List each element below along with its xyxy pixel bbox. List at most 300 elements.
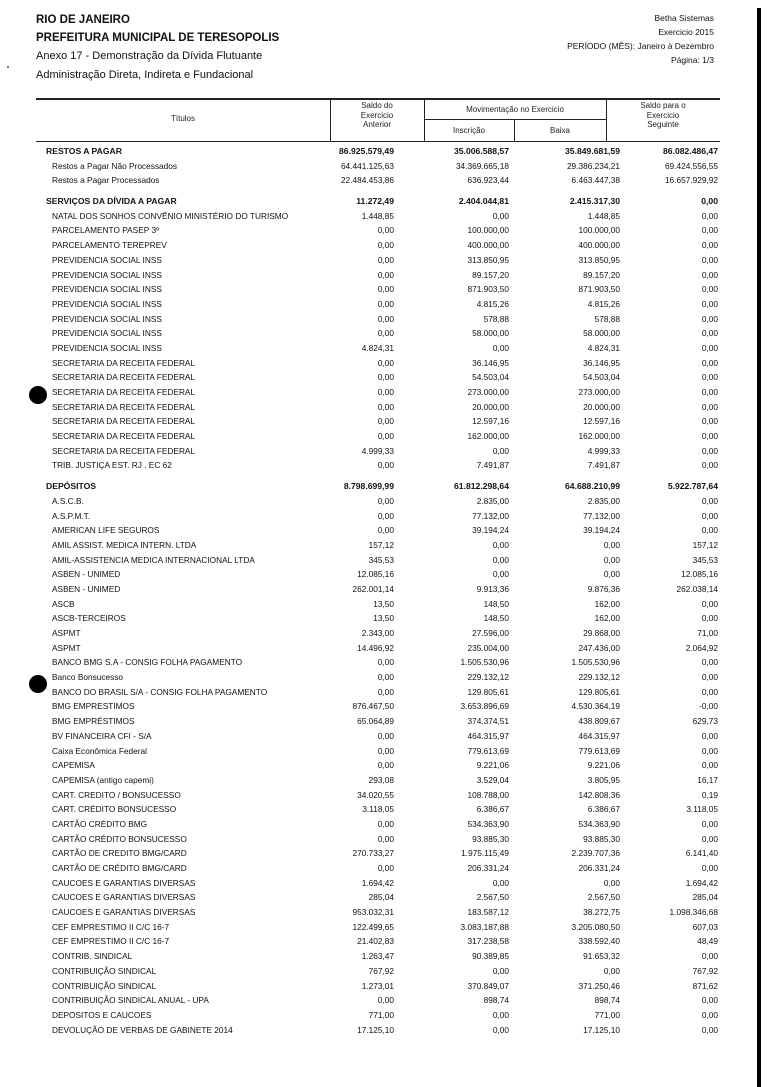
write-off-cell: 273.000,00 <box>578 387 620 397</box>
row-title: ASPMT <box>52 628 81 638</box>
row-title: CONTRIB. SINDICAL <box>52 951 133 962</box>
inscription-cell: 4.815,26 <box>476 298 509 309</box>
prev-balance-cell: 3.118,05 <box>362 804 394 815</box>
row-title: CARTÃO DE CREDITO BMG/CARD <box>52 848 187 859</box>
next-balance-cell: 5.922.787,64 <box>667 481 718 492</box>
next-balance-cell: 71,00 <box>697 628 718 638</box>
inscription-cell: 898,74 <box>483 995 509 1006</box>
row-title: NATAL DOS SONHOS CONVÊNIO MINISTÉRIO DO TURISMO <box>52 210 289 221</box>
row-title: PREVIDENCIA SOCIAL INSS <box>52 284 162 295</box>
table-row <box>36 611 720 626</box>
table-row <box>36 905 720 920</box>
write-off-cell: 58.000,00 <box>583 328 620 339</box>
prev-balance-cell: 4.824,31 <box>361 342 394 353</box>
table-row <box>36 685 720 700</box>
inscription-cell: 27.596,00 <box>472 628 509 638</box>
row-title: BANCO BMG S.A - CONSIG FOLHA PAGAMENTO <box>52 657 243 668</box>
prev-balance-cell: 14.496,92 <box>357 642 394 653</box>
inscription-cell: 3.083.187,88 <box>460 921 509 932</box>
write-off-cell: 29.386.234,21 <box>566 160 620 171</box>
prev-balance-cell: 0,00 <box>377 225 394 236</box>
col-next-balance: Saldo para o Exercicio Seguinte <box>640 101 686 129</box>
row-title: A.S.C.B. <box>52 495 84 506</box>
write-off-cell: 771,00 <box>594 1009 620 1020</box>
row-title: ASCB <box>52 598 75 609</box>
table-row <box>36 209 720 224</box>
group-row <box>36 479 720 494</box>
inscription-cell: 58.000,00 <box>472 328 509 339</box>
inscription-cell: 273.000,00 <box>467 387 509 397</box>
table-row <box>36 920 720 935</box>
scan-speck <box>7 66 9 68</box>
table-row <box>36 729 720 744</box>
table-row <box>36 567 720 582</box>
next-balance-cell: 0,00 <box>701 416 718 427</box>
row-title: ASCB-TERCEIROS <box>52 613 126 624</box>
row-title: CEF EMPRESTIMO II C/C 16-7 <box>52 936 170 947</box>
inscription-cell: 0,00 <box>492 210 509 221</box>
inscription-cell: 89.157,20 <box>472 269 509 280</box>
prev-balance-cell: 0,00 <box>377 995 394 1006</box>
prev-balance-cell: 4.999,33 <box>361 445 394 456</box>
row-title: PARCELAMENTO TEREPREV <box>52 240 167 251</box>
next-balance-cell: 0,00 <box>701 760 718 771</box>
row-title: CONTRIBUIÇÃO SINDICAL ANUAL - UPA <box>52 995 209 1006</box>
table-row <box>36 890 720 905</box>
inscription-cell: 0,00 <box>492 569 509 580</box>
write-off-cell: 6.463.447,38 <box>571 175 620 186</box>
next-balance-cell: 2.064,92 <box>685 642 718 653</box>
table-row <box>36 788 720 803</box>
prev-balance-cell: 11.272,49 <box>356 196 394 207</box>
row-title: SECRETARIA DA RECEITA FEDERAL <box>52 401 196 412</box>
row-title: SECRETARIA DA RECEITA FEDERAL <box>52 416 196 427</box>
table-row <box>36 714 720 729</box>
next-balance-cell: 0,00 <box>701 401 718 412</box>
write-off-cell: 1.448,85 <box>587 210 620 221</box>
write-off-cell: 2.567,50 <box>587 892 620 903</box>
next-balance-cell: 86.082.486,47 <box>663 146 718 156</box>
report-title: Anexo 17 - Demonstração da Dívida Flutuante <box>36 50 263 62</box>
write-off-cell: 162,00 <box>594 613 620 624</box>
write-off-cell: 39.194,24 <box>583 525 620 536</box>
next-balance-cell: 0,00 <box>701 863 718 873</box>
col-titles: Títulos <box>170 114 195 123</box>
inscription-cell: 93.885,30 <box>472 833 509 844</box>
row-title: BMG EMPRÉSTIMOS <box>52 716 135 727</box>
next-balance-cell: 0,00 <box>701 730 718 741</box>
next-balance-cell: 16,17 <box>697 774 718 785</box>
prev-balance-cell: 0,00 <box>377 431 394 442</box>
write-off-cell: 38.272,75 <box>583 907 620 918</box>
inscription-cell: 370.849,07 <box>467 980 509 991</box>
table-row <box>36 509 720 524</box>
inscription-cell: 1.505.530,96 <box>460 657 509 668</box>
table-header <box>36 99 720 141</box>
row-title: ASBEN - UNIMED <box>52 583 121 594</box>
inscription-cell: 9.221,06 <box>476 760 509 771</box>
prev-balance-cell: 876.467,50 <box>352 701 394 712</box>
group-row <box>36 144 720 159</box>
write-off-cell: 400.000,00 <box>578 240 620 251</box>
write-off-cell: 2.239.707,36 <box>571 848 620 859</box>
next-balance-cell: 6.141,40 <box>685 848 718 859</box>
write-off-cell: 4.815,26 <box>587 298 620 309</box>
row-title: CAPEMISA (antigo capemi) <box>52 774 154 785</box>
table-row <box>36 802 720 817</box>
inscription-cell: 779.613,69 <box>467 745 509 756</box>
row-title: DEVOLUÇÃO DE VERBAS DE GABINETE 2014 <box>52 1024 233 1035</box>
next-balance-cell: 0,00 <box>701 1024 718 1035</box>
prev-balance-cell: 0,00 <box>377 284 394 295</box>
prev-balance-cell: 0,00 <box>377 254 394 265</box>
row-title: BMG EMPRESTIMOS <box>52 701 135 712</box>
prev-balance-cell: 0,00 <box>377 387 394 397</box>
row-title: SECRETARIA DA RECEITA FEDERAL <box>52 357 196 368</box>
inscription-cell: 148,50 <box>483 598 509 609</box>
write-off-cell: 4.999,33 <box>587 445 620 456</box>
inscription-cell: 35.006.588,57 <box>454 146 509 156</box>
table-row <box>36 429 720 444</box>
table-row <box>36 341 720 356</box>
write-off-cell: 0,00 <box>603 539 620 550</box>
inscription-cell: 400.000,00 <box>467 240 509 251</box>
inscription-cell: 2.404.044,81 <box>458 196 509 207</box>
write-off-cell: 93.885,30 <box>583 833 620 844</box>
inscription-cell: 100.000,00 <box>467 225 509 236</box>
table-body <box>36 144 720 1037</box>
row-title: Caixa Econômica Federal <box>52 745 147 756</box>
row-title: PREVIDENCIA SOCIAL INSS <box>52 254 162 265</box>
write-off-cell: 89.157,20 <box>583 269 620 280</box>
col-inscription: Inscrição <box>452 126 485 135</box>
next-balance-cell: 0,00 <box>701 240 718 251</box>
inscription-cell: 36.146,95 <box>472 357 509 368</box>
next-balance-cell: 0,00 <box>701 284 718 295</box>
table-row <box>36 523 720 538</box>
next-balance-cell: 285,04 <box>692 892 718 903</box>
next-balance-cell: 0,00 <box>701 254 718 265</box>
table-row <box>36 326 720 341</box>
prev-balance-cell: 0,00 <box>377 525 394 536</box>
row-title: CONTRIBUIÇÃO SINDICAL <box>52 965 157 976</box>
write-off-cell: 12.597,16 <box>583 416 620 427</box>
next-balance-cell: 3.118,05 <box>686 804 718 815</box>
table-row <box>36 597 720 612</box>
row-title: Restos a Pagar Não Processados <box>52 160 177 171</box>
row-title: BANCO DO BRASIL S/A - CONSIG FOLHA PAGAMENTO <box>52 686 268 697</box>
prev-balance-cell: 21.402,83 <box>357 936 394 947</box>
inscription-cell: 0,00 <box>492 445 509 456</box>
next-balance-cell: 0,00 <box>701 613 718 624</box>
table-row <box>36 370 720 385</box>
next-balance-cell: 16.657.929,92 <box>664 175 718 186</box>
table-row <box>36 385 720 400</box>
write-off-cell: 2.835,00 <box>587 495 620 506</box>
inscription-cell: 206.331,24 <box>467 863 509 873</box>
inscription-cell: 464.315,97 <box>467 730 509 741</box>
next-balance-cell: 0,00 <box>701 818 718 829</box>
next-balance-cell: 69.424.556,55 <box>664 160 718 171</box>
prev-balance-cell: 0,00 <box>377 657 394 668</box>
table-row <box>36 993 720 1008</box>
write-off-cell: 1.505.530,96 <box>571 657 620 668</box>
write-off-cell: 64.688.210,99 <box>565 481 620 492</box>
next-balance-cell: 0,00 <box>701 269 718 280</box>
next-balance-cell: 0,00 <box>701 598 718 609</box>
row-title: TRIB. JUSTIÇA EST. RJ . EC 62 <box>52 460 172 471</box>
row-title: PREVIDENCIA SOCIAL INSS <box>52 313 162 324</box>
row-title: BV FINANCEIRA CFI - S/A <box>52 730 152 741</box>
inscription-cell: 3.653.896,69 <box>460 701 509 712</box>
row-title: CARTÃO CRÉDITO BMG <box>52 818 148 829</box>
next-balance-cell: 0,00 <box>701 342 718 353</box>
prev-balance-cell: 13,50 <box>373 598 394 609</box>
row-title: A.S.P.M.T. <box>52 510 91 521</box>
row-title: SECRETARIA DA RECEITA FEDERAL <box>52 387 196 397</box>
table-row <box>36 964 720 979</box>
row-title: PREVIDENCIA SOCIAL INSS <box>52 269 162 280</box>
table-row <box>36 414 720 429</box>
row-title: CONTRIBUIÇÃO SINDICAL <box>52 980 157 991</box>
next-balance-cell: 1.098.346,68 <box>669 907 718 918</box>
inscription-cell: 6.386,67 <box>476 804 509 815</box>
write-off-cell: 77.132,00 <box>583 510 620 521</box>
write-off-cell: 0,00 <box>603 554 620 565</box>
table-row <box>36 458 720 473</box>
next-balance-cell: 0,00 <box>701 298 718 309</box>
prev-balance-cell: 0,00 <box>377 760 394 771</box>
prev-balance-cell: 0,00 <box>377 672 394 683</box>
prev-balance-cell: 0,00 <box>377 328 394 339</box>
prev-balance-cell: 0,00 <box>377 745 394 756</box>
prev-balance-cell: 1.263,47 <box>361 951 394 962</box>
inscription-cell: 77.132,00 <box>472 510 509 521</box>
prev-balance-cell: 0,00 <box>377 269 394 280</box>
inscription-cell: 9.913,36 <box>476 583 509 594</box>
inscription-cell: 1.975.115,49 <box>461 848 509 859</box>
write-off-cell: 898,74 <box>594 995 620 1006</box>
prev-balance-cell: 22.484.453,86 <box>340 175 394 186</box>
write-off-cell: 3.805,95 <box>587 774 620 785</box>
table-row <box>36 846 720 861</box>
inscription-cell: 108.788,00 <box>467 789 509 800</box>
row-title: CEF EMPRESTIMO II C/C 16-7 <box>52 921 170 932</box>
next-balance-cell: 0,00 <box>701 431 718 442</box>
table-row <box>36 744 720 759</box>
next-balance-cell: 0,00 <box>701 686 718 697</box>
table-row <box>36 876 720 891</box>
write-off-cell: 338.592,40 <box>578 936 620 947</box>
page-number: Página: 1/3 <box>670 55 714 65</box>
prev-balance-cell: 0,00 <box>377 833 394 844</box>
prev-balance-cell: 64.441.125,63 <box>340 160 394 171</box>
write-off-cell: 313.850,95 <box>578 254 620 265</box>
inscription-cell: 636.923,44 <box>467 175 509 186</box>
table-header-rule <box>36 141 720 142</box>
prev-balance-cell: 34.020,55 <box>357 789 394 800</box>
prev-balance-cell: 285,04 <box>368 892 394 903</box>
write-off-cell: 35.849.681,59 <box>565 146 620 156</box>
prev-balance-cell: 0,00 <box>377 240 394 251</box>
inscription-cell: 374.374,51 <box>467 716 509 727</box>
next-balance-cell: -0,00 <box>699 701 718 712</box>
report-scope: Administração Direta, Indireta e Fundacional <box>36 69 254 81</box>
next-balance-cell: 0,00 <box>701 196 718 207</box>
row-title: CAUCOES E GARANTIAS DIVERSAS <box>52 877 196 888</box>
write-off-cell: 371.250,46 <box>578 980 620 991</box>
row-title: CARTÃO CRÉDITO BONSUCESSO <box>52 833 187 844</box>
prev-balance-cell: 0,00 <box>377 401 394 412</box>
inscription-cell: 229.132,12 <box>467 672 509 683</box>
row-title: CAPEMISA <box>52 760 95 771</box>
table-row <box>36 494 720 509</box>
inscription-cell: 0,00 <box>492 342 509 353</box>
prev-balance-cell: 262.001,14 <box>352 583 394 594</box>
next-balance-cell: 0,00 <box>701 510 718 521</box>
next-balance-cell: 48,49 <box>697 936 718 947</box>
prev-balance-cell: 1.273,01 <box>361 980 394 991</box>
prev-balance-cell: 65.064,89 <box>357 716 394 727</box>
next-balance-cell: 0,00 <box>701 833 718 844</box>
row-title: CART. CRÉDITO BONSUCESSO <box>52 804 177 815</box>
row-title: ASPMT <box>52 642 81 653</box>
table-row <box>36 699 720 714</box>
table-row <box>36 641 720 656</box>
write-off-cell: 162,00 <box>594 598 620 609</box>
next-balance-cell: 0,00 <box>701 460 718 471</box>
write-off-cell: 4.530.364,19 <box>571 701 620 712</box>
prev-balance-cell: 0,00 <box>377 313 394 324</box>
inscription-cell: 54.503,04 <box>472 372 509 383</box>
table-row <box>36 758 720 773</box>
inscription-cell: 0,00 <box>492 1009 509 1020</box>
write-off-cell: 7.491,87 <box>587 460 620 471</box>
prev-balance-cell: 0,00 <box>377 510 394 521</box>
next-balance-cell: 0,00 <box>701 313 718 324</box>
inscription-cell: 0,00 <box>492 965 509 976</box>
write-off-cell: 129.805,61 <box>578 686 620 697</box>
row-title: SECRETARIA DA RECEITA FEDERAL <box>52 372 196 383</box>
next-balance-cell: 0,00 <box>701 387 718 397</box>
next-balance-cell: 0,00 <box>701 445 718 456</box>
table-row <box>36 238 720 253</box>
next-balance-cell: 262.038,14 <box>676 583 718 594</box>
table-row <box>36 356 720 371</box>
write-off-cell: 6.386,67 <box>587 804 620 815</box>
prev-balance-cell: 1.694,42 <box>361 877 394 888</box>
inscription-cell: 7.491,87 <box>476 460 509 471</box>
write-off-cell: 779.613,69 <box>578 745 620 756</box>
next-balance-cell: 0,00 <box>701 951 718 962</box>
write-off-cell: 247.436,00 <box>578 642 620 653</box>
report-header <box>36 11 279 85</box>
next-balance-cell: 157,12 <box>692 539 718 550</box>
row-title: CART. CREDITO / BONSUCESSO <box>52 789 181 800</box>
table-row <box>36 159 720 174</box>
next-balance-cell: 12.085,16 <box>681 569 718 580</box>
inscription-cell: 235.004,00 <box>467 642 509 653</box>
prev-balance-cell: 0,00 <box>377 372 394 383</box>
row-title: AMIL ASSIST. MEDICA INTERN. LTDA <box>52 539 197 550</box>
table-row <box>36 282 720 297</box>
write-off-cell: 464.315,97 <box>578 730 620 741</box>
write-off-cell: 2.415.317,30 <box>569 196 620 207</box>
prev-balance-cell: 0,00 <box>377 298 394 309</box>
prev-balance-cell: 2.343,00 <box>361 628 394 638</box>
table-row <box>36 253 720 268</box>
col-write-off: Baixa <box>549 126 570 135</box>
row-title: CAUCOES E GARANTIAS DIVERSAS <box>52 907 196 918</box>
next-balance-cell: 0,00 <box>701 672 718 683</box>
inscription-cell: 12.597,16 <box>472 416 509 427</box>
prev-balance-cell: 17.125,10 <box>357 1024 394 1035</box>
prev-balance-cell: 0,00 <box>377 686 394 697</box>
row-title: CAUCOES E GARANTIAS DIVERSAS <box>52 892 196 903</box>
punch-hole-mark <box>29 386 47 404</box>
prev-balance-cell: 12.085,16 <box>357 569 394 580</box>
table-row <box>36 861 720 876</box>
write-off-cell: 578,88 <box>594 313 620 324</box>
page-edge-bar <box>757 8 761 1087</box>
inscription-cell: 3.529,04 <box>476 774 509 785</box>
table-row <box>36 934 720 949</box>
prev-balance-cell: 1.448,85 <box>361 210 394 221</box>
system-name: Betha Sistemas <box>654 13 714 23</box>
prev-balance-cell: 0,00 <box>377 730 394 741</box>
write-off-cell: 438.809,67 <box>578 716 620 727</box>
inscription-cell: 0,00 <box>492 1024 509 1035</box>
table-row <box>36 173 720 188</box>
prev-balance-cell: 0,00 <box>377 863 394 873</box>
row-title: RESTOS A PAGAR <box>46 146 122 156</box>
entity-name: PREFEITURA MUNICIPAL DE TERESOPOLIS <box>36 32 280 44</box>
row-title: SECRETARIA DA RECEITA FEDERAL <box>52 431 196 442</box>
next-balance-cell: 0,00 <box>701 372 718 383</box>
write-off-cell: 229.132,12 <box>578 672 620 683</box>
row-title: PREVIDENCIA SOCIAL INSS <box>52 342 162 353</box>
row-title: PREVIDENCIA SOCIAL INSS <box>52 298 162 309</box>
inscription-cell: 0,00 <box>492 554 509 565</box>
prev-balance-cell: 345,53 <box>368 554 394 565</box>
prev-balance-cell: 767,92 <box>368 965 394 976</box>
next-balance-cell: 607,03 <box>692 921 718 932</box>
row-title: PARCELAMENTO PASEP 3º <box>52 225 160 236</box>
row-title: SECRETARIA DA RECEITA FEDERAL <box>52 445 196 456</box>
table-row <box>36 817 720 832</box>
row-title: Restos a Pagar Processados <box>52 175 160 186</box>
table-row <box>36 538 720 553</box>
write-off-cell: 0,00 <box>603 965 620 976</box>
inscription-cell: 129.805,61 <box>467 686 509 697</box>
table-row <box>36 626 720 641</box>
group-row <box>36 194 720 209</box>
inscription-cell: 34.369.665,18 <box>455 160 509 171</box>
inscription-cell: 0,00 <box>492 539 509 550</box>
next-balance-cell: 0,19 <box>701 789 718 800</box>
write-off-cell: 100.000,00 <box>578 225 620 236</box>
prev-balance-cell: 86.925.579,49 <box>339 146 394 156</box>
next-balance-cell: 0,00 <box>701 995 718 1006</box>
table-row <box>36 312 720 327</box>
state-name: RIO DE JANEIRO <box>36 14 130 26</box>
write-off-cell: 162.000,00 <box>578 431 620 442</box>
write-off-cell: 29.868,00 <box>583 628 620 638</box>
prev-balance-cell: 0,00 <box>377 818 394 829</box>
inscription-cell: 0,00 <box>492 877 509 888</box>
next-balance-cell: 629,73 <box>692 716 718 727</box>
exercise-year: Exercicio 2015 <box>658 27 714 37</box>
